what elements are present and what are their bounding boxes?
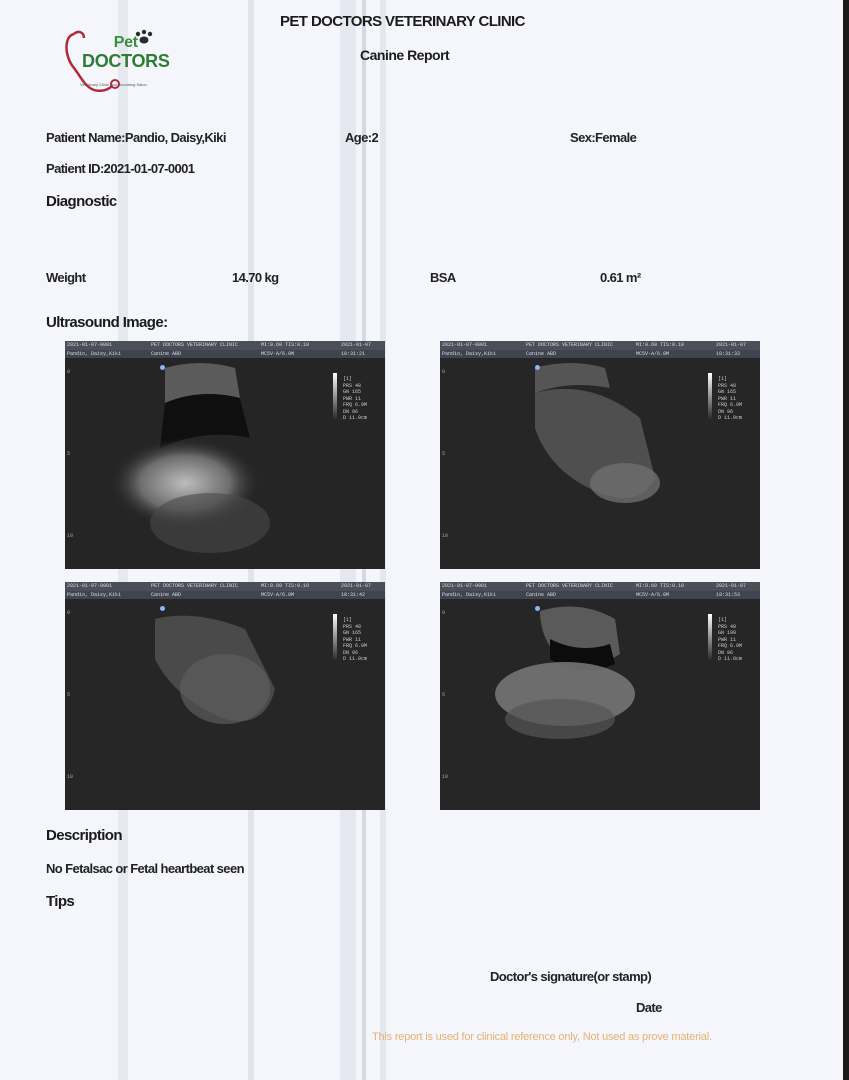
probe-marker-icon (535, 606, 540, 611)
clinic-name: PET DOCTORS VETERINARY CLINIC (280, 13, 525, 30)
probe-marker-icon (160, 606, 165, 611)
page-edge (843, 0, 849, 1080)
weight-label: Weight (46, 270, 86, 285)
date-label: Date (636, 1000, 662, 1015)
ultrasound-scan (65, 599, 385, 810)
diagnostic-heading: Diagnostic (46, 193, 117, 210)
grayscale-bar (708, 614, 712, 662)
report-title: Canine Report (360, 47, 450, 63)
description-text: No Fetalsac or Fetal heartbeat seen (46, 861, 244, 876)
signature-label: Doctor's signature(or stamp) (490, 969, 652, 984)
probe-marker-icon (535, 365, 540, 370)
patient-sex: Sex:Female (570, 130, 637, 145)
ultrasound-image-4: 2021-01-07-0001 PET DOCTORS VETERINARY CLINIC MI:0.60 TIS:0.10 2021-01-07 Pandio, Daisy,Kiki Canine ABD MC5V-A/6.0M 10:31:53 [1] PRS 48 GN 190 PWR 11 FRQ 6.0M DN 96 D 11.0cm 0 5 10 (440, 582, 760, 810)
logo-tagline: Veterinary Clinic and Grooming Salon (80, 82, 147, 87)
bsa-value: 0.61 m² (600, 270, 641, 285)
grayscale-bar (333, 373, 337, 421)
description-heading: Description (46, 827, 122, 844)
ultrasound-image-2: 2021-01-07-0001 PET DOCTORS VETERINARY CLINIC MI:0.60 TIS:0.10 2021-01-07 Pandio, Daisy,Kiki Canine ABD MC5V-A/6.0M 10:31:33 [1] PRS 48 GN 165 PWR 11 FRQ 6.0M DN 96 D 11.0cm 0 5 10 (440, 341, 760, 569)
logo-wordmark: Pet DOCTORS (82, 34, 170, 71)
ultrasound-image-1: 2021-01-07-0001 PET DOCTORS VETERINARY CLINIC MI:0.60 TIS:0.10 2021-01-07 Pandio, Daisy,Kiki Canine ABD MC5V-A/6.0M 10:31:21 [1] PRS 48 GN 165 PWR 11 FRQ 6.0M DN 96 D 11.0cm 0 5 10 (65, 341, 385, 569)
weight-value: 14.70 kg (232, 270, 279, 285)
ultrasound-scan (440, 599, 760, 810)
ultrasound-scan (440, 358, 760, 569)
patient-id: Patient ID:2021-01-07-0001 (46, 161, 195, 176)
ultrasound-scan (65, 358, 385, 569)
bsa-label: BSA (430, 270, 456, 285)
grayscale-bar (333, 614, 337, 662)
patient-age: Age:2 (345, 130, 379, 145)
clinic-logo (60, 26, 172, 98)
patient-name: Patient Name:Pandio, Daisy,Kiki (46, 130, 226, 145)
probe-marker-icon (160, 365, 165, 370)
footer-disclaimer: This report is used for clinical reference only, Not used as prove material. (372, 1031, 712, 1043)
ultrasound-image-3: 2021-01-07-0001 PET DOCTORS VETERINARY CLINIC MI:0.60 TIS:0.10 2021-01-07 Pandio, Daisy,Kiki Canine ABD MC5V-A/6.0M 10:31:42 [1] PRS 48 GN 165 PWR 11 FRQ 6.0M DN 96 D 11.0cm 0 5 10 (65, 582, 385, 810)
ultrasound-heading: Ultrasound Image: (46, 314, 168, 331)
tips-heading: Tips (46, 893, 75, 910)
grayscale-bar (708, 373, 712, 421)
